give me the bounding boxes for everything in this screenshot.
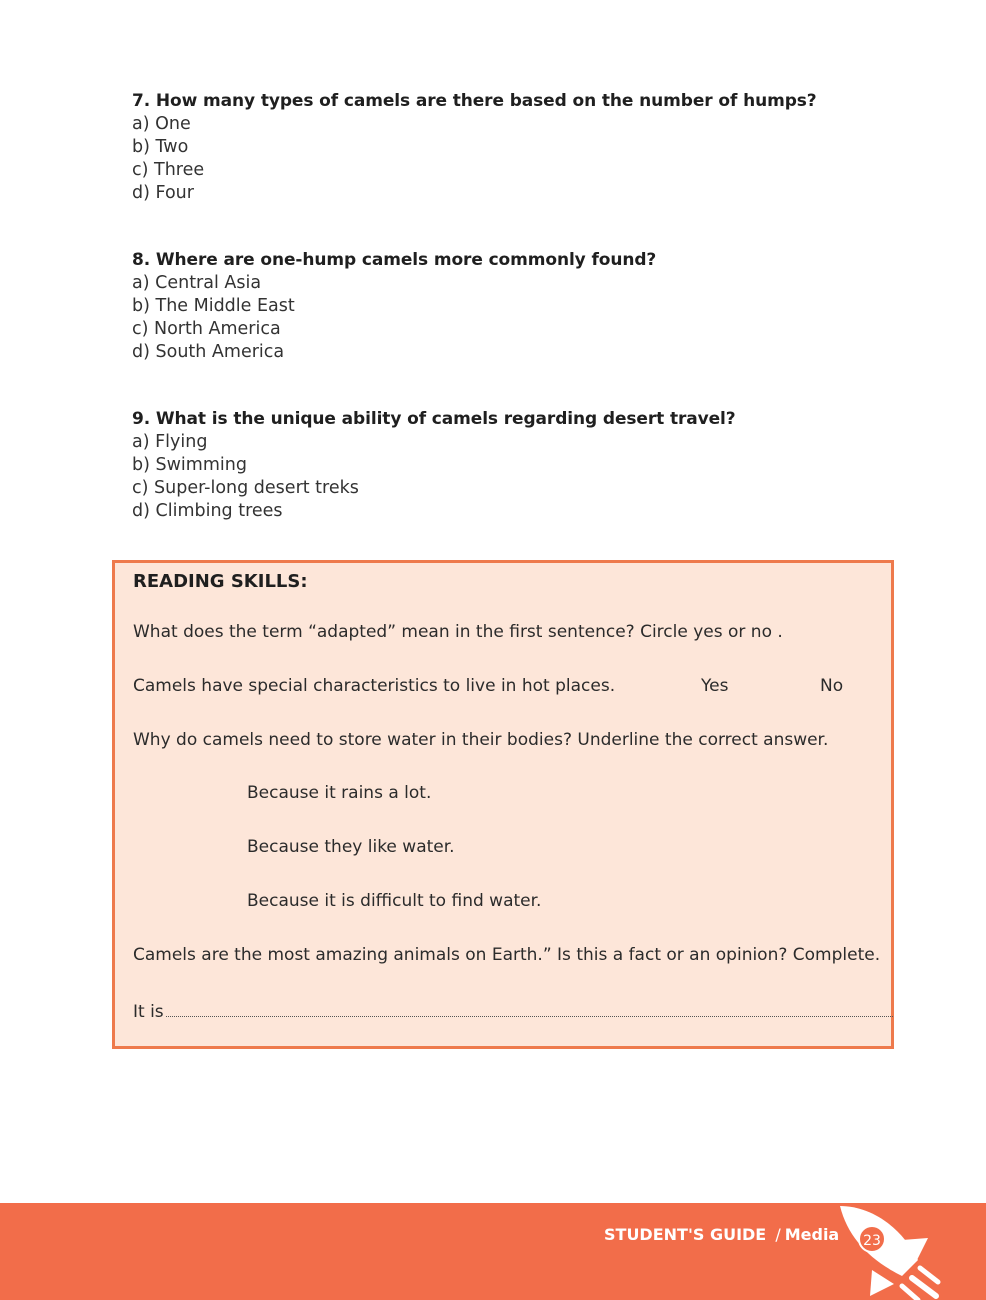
question-7 — [132, 90, 817, 205]
store-water-prompt: Why do camels need to store water in their bodies? Underline the correct answer. — [133, 730, 829, 750]
question-7-title: 7. How many types of camels are there based on the number of humps? — [132, 91, 817, 111]
no-option[interactable]: No — [820, 676, 844, 696]
adapted-prompt: What does the term “adapted” mean in the first sentence? Circle yes or no . — [133, 622, 783, 642]
reading-skills-title: READING SKILLS: — [133, 571, 308, 592]
question-7-option-c: c) Three — [132, 160, 205, 180]
question-8-option-d: d) South America — [132, 342, 285, 362]
footer-separator: / — [775, 1225, 781, 1244]
fill-in-label: It is — [133, 1002, 164, 1022]
fact-opinion-prompt: Camels are the most amazing animals on Earth.” Is this a fact or an opinion? Complete. — [133, 945, 881, 965]
question-7-option-a: a) One — [132, 114, 191, 134]
footer-title — [604, 1225, 839, 1244]
question-7-option-d: d) Four — [132, 183, 194, 203]
fill-in-line[interactable] — [133, 1001, 893, 1022]
question-9-option-d: d) Climbing trees — [132, 501, 283, 521]
characteristics-statement: Camels have special characteristics to live in hot places. — [133, 676, 616, 696]
yes-option[interactable]: Yes — [701, 676, 729, 696]
question-9-option-a: a) Flying — [132, 432, 208, 452]
question-9-option-b: b) Swimming — [132, 455, 247, 475]
question-8-option-a: a) Central Asia — [132, 273, 262, 293]
question-8-title: 8. Where are one-hump camels more commonly found? — [132, 250, 657, 270]
question-7-option-b: b) Two — [132, 137, 189, 157]
footer-guide-label: STUDENT'S GUIDE — [604, 1225, 767, 1244]
dotted-answer-line[interactable] — [166, 1001, 893, 1017]
question-9 — [132, 408, 736, 523]
page-number-badge: 23 — [858, 1225, 886, 1253]
question-8-option-c: c) North America — [132, 319, 281, 339]
answer-option-3[interactable]: Because it is difficult to find water. — [247, 891, 542, 911]
question-8 — [132, 249, 656, 364]
answer-option-1[interactable]: Because it rains a lot. — [247, 783, 432, 803]
answer-option-2[interactable]: Because they like water. — [247, 837, 455, 857]
rocket-icon — [832, 1198, 942, 1300]
footer-section-label: Media — [784, 1225, 840, 1244]
question-9-title: 9. What is the unique ability of camels regarding desert travel? — [132, 409, 736, 429]
question-9-option-c: c) Super-long desert treks — [132, 478, 359, 498]
reading-skills-box — [112, 560, 894, 1049]
question-8-option-b: b) The Middle East — [132, 296, 295, 316]
